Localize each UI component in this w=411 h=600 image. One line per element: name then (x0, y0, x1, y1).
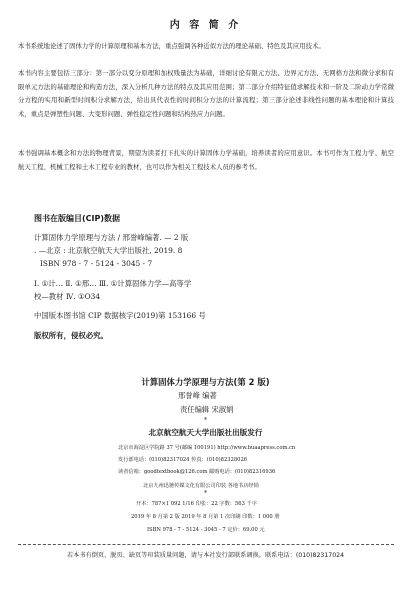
cip-classification-line: 校—教材 Ⅳ. ①O34 (34, 292, 101, 301)
rights-statement: 版权所有，侵权必究。 (34, 331, 108, 340)
cip-title-line: 计算固体力学原理与方法 / 邢誉峰编著. — 2 版 (34, 233, 189, 242)
format-info: 开本：787×1 092 1/16 印张：22 字数：563 千字 (136, 501, 257, 507)
cip-heading: 图书在版编目(CIP)数据 (34, 214, 121, 223)
intro-paragraph: 本书内容主要包括三部分：第一部分以变分原理和加权残量法为基础，详细讨论有限元方法、边界元方法、无网格方法和微分求积有限单元方法的基础理论和构造方法，深入分析几种方法的特点及其应用范围；第二部分介绍特征值求解技术和一阶及二阶动力学常微分方程的实用和新型时间积分求解方法，给出具代表性的时间积分方法的计算流程；第三部分论述非线性问题的基本理论和计算技术，重点是弹塑性问题、大变形问题、弹性稳定性问题和结构热应力问题。 (18, 69, 394, 118)
author-credit: 邢誉峰 编著 (178, 391, 217, 400)
footer-divider (18, 544, 394, 545)
cip-record-number: 中国版本图书馆 CIP 数据核字(2019)第 153166 号 (34, 311, 206, 320)
intro-paragraph: 本书强调基本概念和方法的物理背景，期望为读者打下扎实的计算固体力学基础，培养读者的应用意识。本书可作为工程力学、航空航天工程、机械工程和土木工程专业的教材，也可以作为相关工程技术人员的参考书。 (18, 149, 394, 171)
intro-paragraph: 本书系统地论述了固体力学的计算原理和基本方法，重点强调各种近似方法的理论基础、特色及其应用技术。 (18, 42, 325, 50)
colophon-book-title: 计算固体力学原理与方法(第 2 版) (141, 377, 270, 387)
publisher-address: 北京市海淀区学院路 37 号(邮编 100191) http://www.buaapress.com.cn (118, 445, 296, 451)
cip-publisher-line: . —北京 : 北京航空航天大学出版社, 2019. 8 (34, 246, 183, 255)
quality-notice: 若本书有倒页、脱页、缺页等印装质量问题，请与本社发行部联系调换。联系电话：(010)82317024 (66, 552, 345, 559)
publisher-phone: 发行部电话：(010)82317024 传真：(010)82328026 (118, 457, 248, 463)
page-title: 内 容 简 介 (169, 20, 242, 31)
separator-star: * (204, 490, 207, 497)
separator-star: * (204, 417, 207, 424)
editor-credit: 责任编辑 宋淑娟 (180, 405, 234, 414)
printer-info: 北京九州迅驰传媒文化有限公司印装 各地书店经销 (143, 483, 259, 489)
isbn-price: ISBN 978 - 7 - 5124 - 3045 - 7 定价：69.00 元 (147, 527, 265, 533)
publisher-email: 读者信箱：goodtextbook@126.com 邮购电话：(010)82316936 (118, 469, 276, 475)
cip-isbn-line: ISBN 978 - 7 - 5124 - 3045 - 7 (40, 259, 153, 268)
edition-info: 2019 年 8 月第 2 版 2019 年 8 月第 1 次印刷 印数：1 000 册 (131, 514, 280, 520)
cip-subject-line: Ⅰ. ①计… Ⅱ. ①邢… Ⅲ. ①计算固体力学—高等学 (34, 279, 192, 288)
publisher-name: 北京航空航天大学出版社出版发行 (148, 428, 263, 437)
